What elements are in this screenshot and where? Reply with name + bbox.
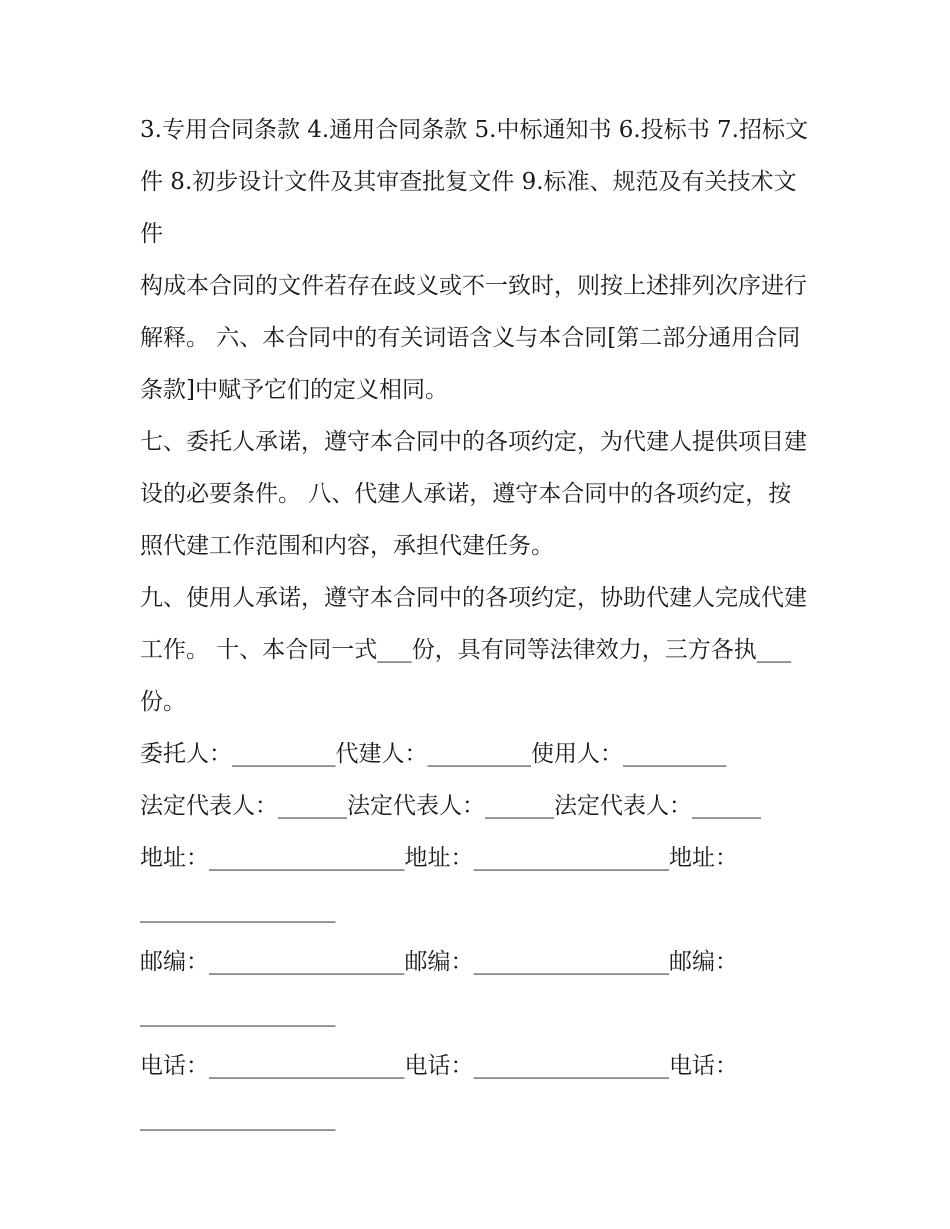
document-body bbox=[140, 104, 812, 1144]
signature-postcode-line: 邮编：_________________邮编：_________________邮编： bbox=[140, 949, 738, 975]
signature-phone-continuation: _________________ bbox=[140, 1105, 336, 1131]
paragraph-commitments: 七、委托人承诺，遵守本合同中的各项约定，为代建人提供项目建设的必要条件。 八、代建人承诺，遵守本合同中的各项约定，按照代建工作范围和内容，承担代建任务。 bbox=[140, 429, 807, 559]
paragraph-copies: 九、使用人承诺，遵守本合同中的各项约定，协助代建人完成代建工作。 十、本合同一式___份，具有同等法律效力，三方各执___份。 bbox=[140, 585, 807, 715]
paragraph-contract-documents: 3.专用合同条款 4.通用合同条款 5.中标通知书 6.投标书 7.招标文件 8.初步设计文件及其审查批复文件 9.标准、规范及有关技术文件 bbox=[140, 117, 808, 247]
signature-phone-line: 电话：_________________电话：_________________电话： bbox=[140, 1053, 738, 1079]
signature-address-line: 地址：_________________地址：_________________地址： bbox=[140, 845, 738, 871]
signature-representatives-line: 法定代表人：______法定代表人：______法定代表人：______ bbox=[140, 793, 761, 819]
signature-address-continuation: _________________ bbox=[140, 897, 336, 923]
signature-postcode-continuation: _________________ bbox=[140, 1001, 336, 1027]
paragraph-interpretation: 构成本合同的文件若存在歧义或不一致时，则按上述排列次序进行解释。 六、本合同中的有关词语含义与本合同[第二部分通用合同条款]中赋予它们的定义相同。 bbox=[140, 273, 807, 403]
signature-parties-line: 委托人：_________代建人：_________使用人：_________ bbox=[140, 741, 727, 767]
